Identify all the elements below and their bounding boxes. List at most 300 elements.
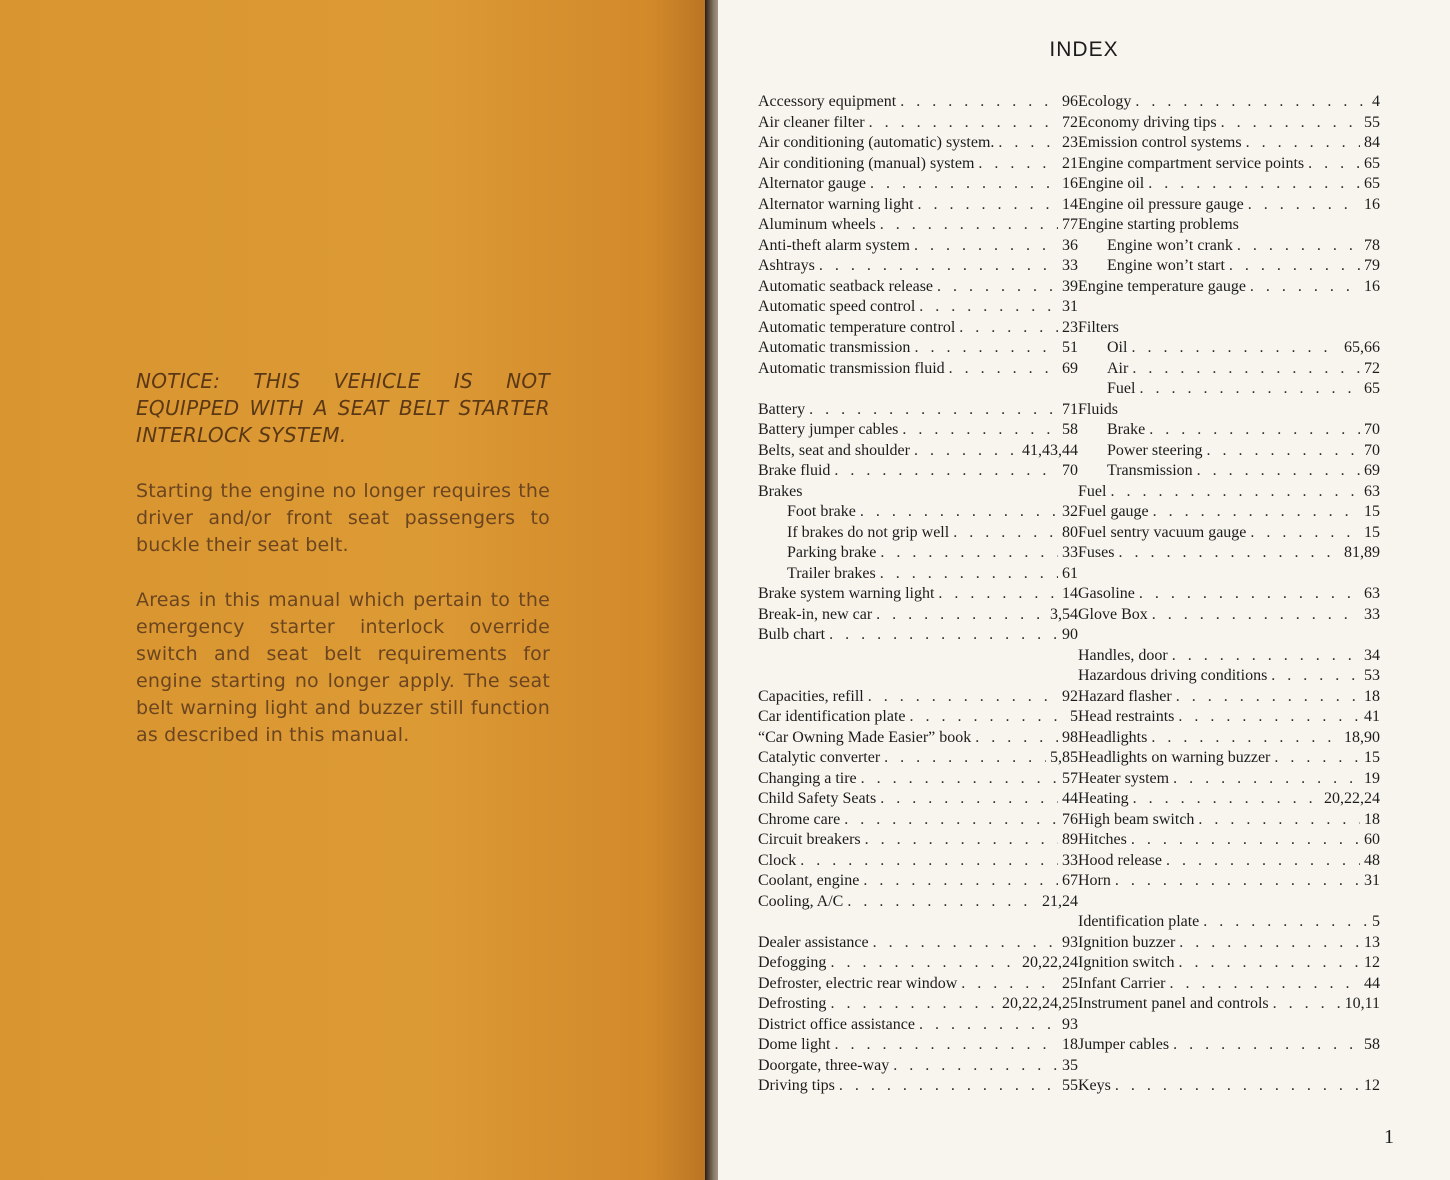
dot-leader [914,441,1018,462]
index-entry [1078,277,1380,298]
index-subentry [758,502,1078,523]
index-gap [758,379,1078,400]
index-subentry [1078,461,1380,482]
index-entry-label: Changing a tire [758,769,857,787]
index-entry-page: 33 [1364,605,1380,623]
index-entry-label: Car identification plate [758,708,906,725]
index-entry-label: Engine compartment service points [1078,154,1305,172]
dot-leader [919,1015,1058,1036]
index-entry-page: 12 [1364,1077,1380,1094]
dot-leader [1203,912,1368,933]
index-entry [758,1015,1078,1036]
index-entry [1078,195,1380,216]
page-title: INDEX [1049,38,1119,61]
dot-leader [1176,687,1360,708]
dot-leader [834,461,1058,482]
index-entry-page: 58 [1364,1036,1380,1053]
index-entry [758,789,1078,810]
dot-leader [914,338,1058,359]
index-entry-label: Alternator warning light [758,195,914,213]
index-entry-page: 44 [1364,974,1380,992]
dot-leader [1115,1076,1360,1097]
index-entry-page: 14 [1062,585,1078,602]
index-entry-page: 39 [1062,277,1078,295]
index-entry [1078,769,1380,790]
index-entry [758,892,1078,913]
index-entry [1078,810,1380,831]
index-entry [1078,728,1380,749]
index-entry-label: Gasoline [1078,585,1135,602]
index-entry-page: 92 [1062,687,1078,705]
index-entry [758,338,1078,359]
index-entry [1078,1035,1380,1056]
dot-leader [1229,256,1360,277]
index-entry-label: Fuel [1078,482,1107,500]
dot-leader [884,748,1046,769]
index-entry-label: Alternator gauge [758,175,866,192]
index-entry [758,748,1078,769]
index-entry-label: Engine won’t crank [1107,236,1233,254]
dot-leader [1178,707,1360,728]
index-entry [1078,707,1380,728]
index-column-right [1078,92,1380,1097]
index-entry [1078,523,1380,544]
index-entry [758,851,1078,872]
index-entry-page: 98 [1062,728,1078,746]
dot-leader [1173,1035,1360,1056]
dot-leader [830,953,1018,974]
index-entry-page: 70 [1062,462,1078,479]
page-number: 1 [1384,1126,1394,1148]
index-entry [758,400,1078,421]
index-entry-page: 5 [1372,913,1380,930]
index-entry-label: Ashtrays [758,257,815,274]
index-entry-label: Engine temperature gauge [1078,277,1246,295]
index-entry-page: 76 [1062,810,1078,828]
dot-leader [819,256,1058,277]
dot-leader [1149,420,1360,441]
index-subentry [1078,236,1380,257]
dot-leader [1271,666,1360,687]
dot-leader [1139,584,1360,605]
index-entry [758,195,1078,216]
index-entry [758,174,1078,195]
dot-leader [1308,154,1360,175]
index-entry-label: Accessory equipment [758,93,897,110]
index-entry-page: 93 [1062,1015,1078,1033]
dot-leader [910,707,1067,728]
dot-leader [1274,748,1360,769]
index-entry [1078,748,1380,769]
index-entry-label: Ignition buzzer [1078,933,1176,951]
index-entry-page: 96 [1062,93,1078,110]
dot-leader [961,974,1058,995]
notice-paragraph-2: Areas in this manual which pertain to the emergency starter interlock override switch and seat belt requirements for engine starting no longer apply. The seat belt warning light and buzzer still function as described in this manual. [136,589,550,746]
dot-leader [1197,461,1360,482]
index-entry-page: 65,66 [1344,339,1380,356]
dot-leader [880,543,1058,564]
dot-leader [918,195,1058,216]
index-entry-page: 4 [1372,93,1380,110]
index-entry-page: 65 [1364,380,1380,397]
index-entry-label: Instrument panel and controls [1078,995,1269,1012]
dot-leader [863,871,1058,892]
dot-leader [1207,441,1360,462]
index-entry-label: Hazardous driving conditions [1078,667,1268,684]
index-gap [1078,1015,1380,1036]
index-entry-page: 78 [1364,236,1380,254]
index-entry-label: Automatic temperature control [758,318,956,336]
index-entry-label: Bulb chart [758,626,826,643]
index-entry-page: 20,22,24,25 [1002,995,1078,1012]
dot-leader [914,236,1058,257]
index-entry [1078,789,1380,810]
index-entry-label: Automatic speed control [758,298,916,315]
index-entry-page: 77 [1062,216,1078,233]
notice-paragraph-1: Starting the engine no longer requires the driver and/or front seat passengers to buckle their seat belt. [136,480,550,556]
index-entry-label: Cooling, A/C [758,892,844,910]
index-entry [758,728,1078,749]
index-entry-label: Brake fluid [758,462,831,479]
dot-leader [1133,789,1320,810]
index-entry-page: 23 [1062,318,1078,336]
index-entry-label: Parking brake [787,544,877,561]
index-entry-page: 33 [1062,257,1078,274]
dot-leader [1172,646,1360,667]
index-entry [1078,912,1380,933]
index-subentry [1078,420,1380,441]
index-page [718,0,1450,1180]
index-subentry [758,564,1078,585]
dot-leader [834,1035,1058,1056]
index-entry-label: Jumper cables [1078,1036,1170,1053]
index-gap [1078,1056,1380,1077]
index-entry-page: 15 [1364,523,1380,541]
index-entry-label: High beam switch [1078,810,1195,828]
dot-leader [844,810,1058,831]
index-gap [1078,564,1380,585]
index-entry [1078,113,1380,134]
dot-leader [1153,502,1360,523]
dot-leader [902,420,1058,441]
index-entry-label: Foot brake [787,503,856,520]
dot-leader [839,1076,1058,1097]
dot-leader [1198,810,1360,831]
index-entry-page: 65 [1364,175,1380,192]
index-entry-label: Glove Box [1078,605,1148,623]
dot-leader [1178,953,1360,974]
index-entry-label: Clock [758,851,797,869]
dot-leader [847,892,1038,913]
dot-leader [880,789,1058,810]
index-entry-label: Handles, door [1078,646,1168,664]
index-entry [758,584,1078,605]
index-entry-label: Keys [1078,1077,1111,1094]
index-entry-label: Power steering [1107,441,1203,459]
index-entry-label: Defogging [758,954,827,971]
dot-leader [937,277,1058,298]
index-entry-page: 33 [1062,851,1078,869]
dot-leader [1132,359,1360,380]
index-entry-label: Child Safety Seats [758,790,877,807]
index-gap [1078,625,1380,646]
index-entry-page: 44 [1062,790,1078,807]
index-entry-page: 57 [1062,769,1078,787]
interlock-notice: NOTICE: THIS VEHICLE IS NOT EQUIPPED WITH A SEAT BELT STARTER INTERLOCK SYSTEM. [136,369,550,447]
index-gap [758,666,1078,687]
dot-leader [868,687,1058,708]
dot-leader [953,523,1058,544]
dot-leader [860,502,1058,523]
index-entry-label: Transmission [1107,462,1193,479]
index-entry-page: 48 [1364,851,1380,869]
index-entry-page: 41 [1364,708,1380,725]
dot-leader [1110,482,1360,503]
index-entry-label: Fuel sentry vacuum gauge [1078,523,1247,541]
index-entry-page: 21 [1062,154,1078,172]
index-entry-label: Emission control systems [1078,134,1242,151]
index-entry-label: If brakes do not grip well [787,523,950,541]
index-entry-label: Headlights [1078,728,1148,746]
index-entry [758,359,1078,380]
index-entry-page: 18 [1364,810,1380,828]
dot-leader [900,92,1058,113]
index-entry-page: 21,24 [1042,892,1078,910]
index-entry-page: 20,22,24 [1324,790,1380,807]
index-entry-page: 18,90 [1344,728,1380,746]
index-entry-page: 14 [1062,195,1078,213]
index-entry-label: Ignition switch [1078,954,1175,971]
dot-leader [1166,851,1360,872]
index-entry [758,707,1078,728]
index-entry [1078,851,1380,872]
index-entry [1078,584,1380,605]
index-entry-page: 16 [1364,277,1380,295]
index-subentry [758,523,1078,544]
index-column-left [758,92,1078,1097]
index-gap [1078,297,1380,318]
index-entry-page: 41,43,44 [1022,441,1078,459]
dot-leader [975,728,1058,749]
dot-leader [861,769,1058,790]
index-entry-page: 84 [1364,134,1380,151]
index-entry-page: 5 [1070,708,1078,725]
index-entry [1078,482,1380,503]
index-entry-page: 13 [1364,933,1380,951]
index-gap [758,646,1078,667]
index-heading [1078,400,1380,421]
index-entry-label: Hood release [1078,851,1162,869]
index-entry-page: 71 [1062,400,1078,418]
index-entry-page: 51 [1062,339,1078,356]
index-entry [758,277,1078,298]
index-entry [758,297,1078,318]
index-entry-label: Automatic seatback release [758,277,934,295]
index-entry-label: Fuel gauge [1078,503,1149,520]
index-entry-page: 60 [1364,831,1380,848]
dot-leader [959,318,1058,339]
index-entry-label: Brakes [758,482,803,500]
index-entry-label: Engine won’t start [1107,257,1225,274]
index-entry-page: 70 [1364,421,1380,438]
index-entry-page: 5,85 [1050,749,1078,766]
dot-leader [919,297,1058,318]
index-entry-page: 69 [1364,462,1380,479]
dot-leader [1250,277,1360,298]
index-entry [758,113,1078,134]
index-subentry [1078,338,1380,359]
dot-leader [1170,974,1360,995]
index-entry-page: 63 [1364,482,1380,500]
index-entry-label: Economy driving tips [1078,113,1217,131]
index-entry-label: Circuit breakers [758,831,861,848]
index-entry [1078,933,1380,954]
index-entry [758,687,1078,708]
index-entry [1078,830,1380,851]
index-entry-label: Driving tips [758,1077,835,1094]
index-entry-label: Hazard flasher [1078,687,1172,705]
index-entry-label: Engine starting problems [1078,216,1239,233]
index-entry-page: 53 [1364,667,1380,684]
index-entry-page: 20,22,24 [1022,954,1078,971]
index-entry-label: Capacities, refill [758,687,864,705]
index-entry [1078,502,1380,523]
index-entry [1078,646,1380,667]
index-entry-label: Brake [1107,421,1146,438]
index-entry [758,92,1078,113]
index-entry-page: 90 [1062,626,1078,643]
index-entry [758,256,1078,277]
index-subentry [1078,359,1380,380]
index-entry-label: Dome light [758,1036,831,1053]
dot-leader [978,154,1058,175]
index-entry-page: 65 [1364,154,1380,172]
index-entry [1078,974,1380,995]
index-entry-page: 63 [1364,585,1380,602]
index-entry [1078,174,1380,195]
index-entry-label: Heater system [1078,769,1170,787]
index-entry [758,974,1078,995]
dot-leader [869,113,1058,134]
index-entry-page: 15 [1364,749,1380,766]
index-gap [758,912,1078,933]
index-entry-label: Anti-theft alarm system [758,236,910,254]
index-entry [758,769,1078,790]
index-entry-page: 69 [1062,359,1078,377]
index-entry-page: 72 [1062,113,1078,131]
index-entry [1078,871,1380,892]
index-entry [758,871,1078,892]
dot-leader [998,133,1058,154]
index-entry-label: Horn [1078,872,1111,889]
dot-leader [1237,236,1360,257]
index-entry-page: 79 [1364,257,1380,274]
index-entry-page: 15 [1364,503,1380,520]
index-entry [1078,1076,1380,1097]
index-entry-label: Hitches [1078,831,1127,848]
index-entry-page: 33 [1062,544,1078,561]
index-entry-page: 31 [1364,872,1380,889]
index-entry-label: Dealer assistance [758,933,869,951]
dot-leader [938,584,1058,605]
index-entry-label: Trailer brakes [787,564,876,582]
index-entry-page: 10,11 [1344,995,1380,1012]
index-entry-label: Engine oil [1078,175,1145,192]
index-heading [758,482,1078,503]
index-entry [758,154,1078,175]
index-entry-page: 3,54 [1050,605,1078,623]
dot-leader [949,359,1058,380]
index-entry [758,953,1078,974]
index-entry-label: Heating [1078,790,1129,807]
index-entry-page: 18 [1062,1036,1078,1053]
index-entry [758,994,1078,1015]
index-entry-label: Air cleaner filter [758,113,865,131]
dot-leader [876,605,1046,626]
index-entry-page: 25 [1062,974,1078,992]
index-entry-label: Air [1107,359,1129,377]
index-entry-page: 58 [1062,421,1078,438]
index-entry-page: 19 [1364,769,1380,787]
index-entry-label: “Car Owning Made Easier” book [758,728,972,746]
dot-leader [1148,174,1360,195]
index-heading [1078,215,1380,236]
index-entry-page: 61 [1062,564,1078,582]
dot-leader [1151,728,1340,749]
dot-leader [800,851,1058,872]
index-entry-page: 23 [1062,134,1078,151]
index-entry-label: Headlights on warning buzzer [1078,749,1271,766]
index-entry-label: Filters [1078,318,1119,336]
dot-leader [880,564,1058,585]
index-entry-label: District office assistance [758,1015,915,1033]
index-subentry [758,543,1078,564]
index-entry [1078,92,1380,113]
index-entry-page: 55 [1364,113,1380,131]
index-subentry [1078,256,1380,277]
dot-leader [829,625,1058,646]
index-entry-label: Identification plate [1078,913,1200,930]
index-entry-page: 70 [1364,441,1380,459]
index-entry [758,441,1078,462]
dot-leader [830,994,998,1015]
index-entry [758,605,1078,626]
dot-leader [893,1056,1058,1077]
dot-leader [1179,933,1360,954]
index-heading [1078,318,1380,339]
dot-leader [1139,379,1360,400]
index-entry-label: Fuses [1078,544,1115,561]
index-entry-label: Engine oil pressure gauge [1078,195,1244,213]
dot-leader [1246,133,1360,154]
index-subentry [1078,441,1380,462]
dot-leader [1273,994,1341,1015]
index-entry-label: Battery [758,400,806,418]
notice-page [0,0,708,1180]
dot-leader [1118,543,1340,564]
index-entry-page: 81,89 [1344,544,1380,561]
dot-leader [1131,338,1340,359]
index-entry-page: 12 [1364,954,1380,971]
index-entry [758,133,1078,154]
index-entry-label: Head restraints [1078,708,1175,725]
index-entry [1078,687,1380,708]
index-entry [758,236,1078,257]
index-entry-page: 34 [1364,646,1380,664]
index-entry [1078,953,1380,974]
index-entry-label: Brake system warning light [758,585,935,602]
index-entry-label: Belts, seat and shoulder [758,441,910,459]
